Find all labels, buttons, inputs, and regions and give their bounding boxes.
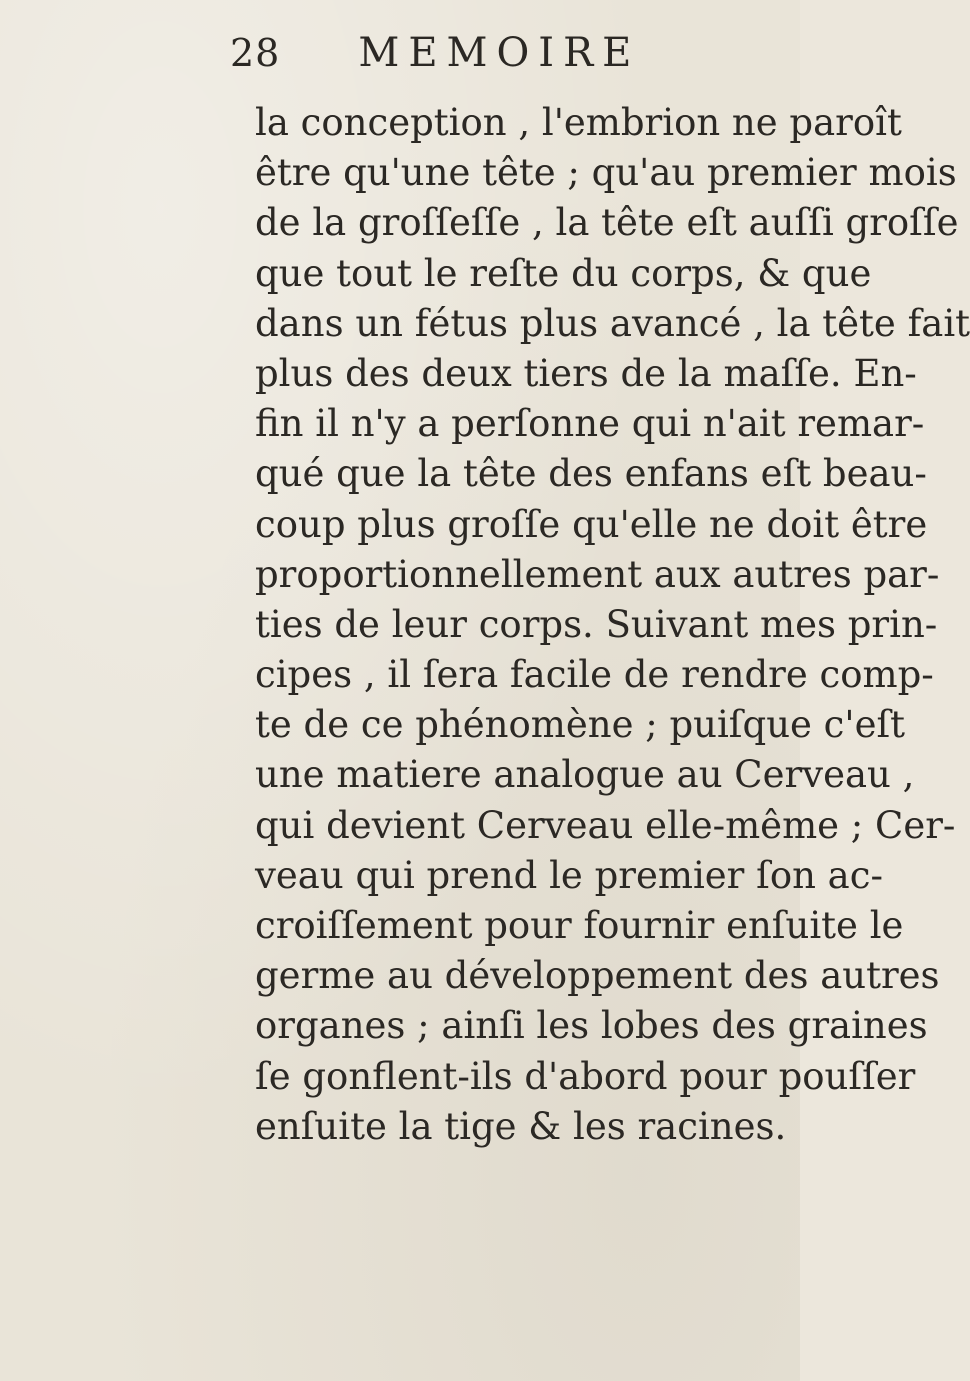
running-title: MEMOIRE bbox=[358, 30, 641, 76]
text-line: coup plus groſſe qu'elle ne doit être bbox=[255, 502, 928, 546]
text-line: enſuite la tige & les racines. bbox=[255, 1104, 787, 1148]
text-line: être qu'une tête ; qu'au premier mois bbox=[255, 151, 957, 195]
text-line: qué que la tête des enfans eſt beau- bbox=[255, 452, 927, 496]
text-line: la conception , l'embrion ne paroît bbox=[255, 101, 902, 144]
text-line: plus des deux tiers de la maſſe. En- bbox=[255, 351, 917, 395]
page-number: 28 bbox=[230, 31, 281, 75]
text-line: croiſſement pour fournir enſuite le bbox=[255, 904, 904, 947]
text-line: une matiere analogue au Cerveau , bbox=[255, 753, 915, 797]
text-line: qui devient Cerveau elle-même ; Cer- bbox=[255, 803, 956, 847]
text-line: germe au développement des autres bbox=[255, 954, 940, 998]
text-line: fin il n'y a perſonne qui n'ait remar- bbox=[255, 402, 925, 446]
text-line: veau qui prend le premier ſon ac- bbox=[255, 853, 883, 897]
text-line: de la groſſeſſe , la tête eſt auſſi groſſe bbox=[255, 201, 959, 245]
text-line: que tout le reſte du corps, & que bbox=[255, 251, 872, 295]
text-line: ties de leur corps. Suivant mes prin- bbox=[255, 602, 938, 646]
text-line: proportionnellement aux autres par- bbox=[255, 552, 940, 596]
text-line: ſe gonflent-ils d'abord pour pouſſer bbox=[255, 1054, 916, 1098]
text-line: cipes , il ſera facile de rendre comp- bbox=[255, 653, 934, 697]
body-text bbox=[255, 98, 970, 1152]
text-line: dans un fétus plus avancé , la tête fait bbox=[255, 301, 970, 345]
text-line: te de ce phénomène ; puiſque c'eſt bbox=[255, 703, 906, 747]
text-line: organes ; ainſi les lobes des graines bbox=[255, 1004, 928, 1048]
running-head bbox=[230, 30, 790, 90]
